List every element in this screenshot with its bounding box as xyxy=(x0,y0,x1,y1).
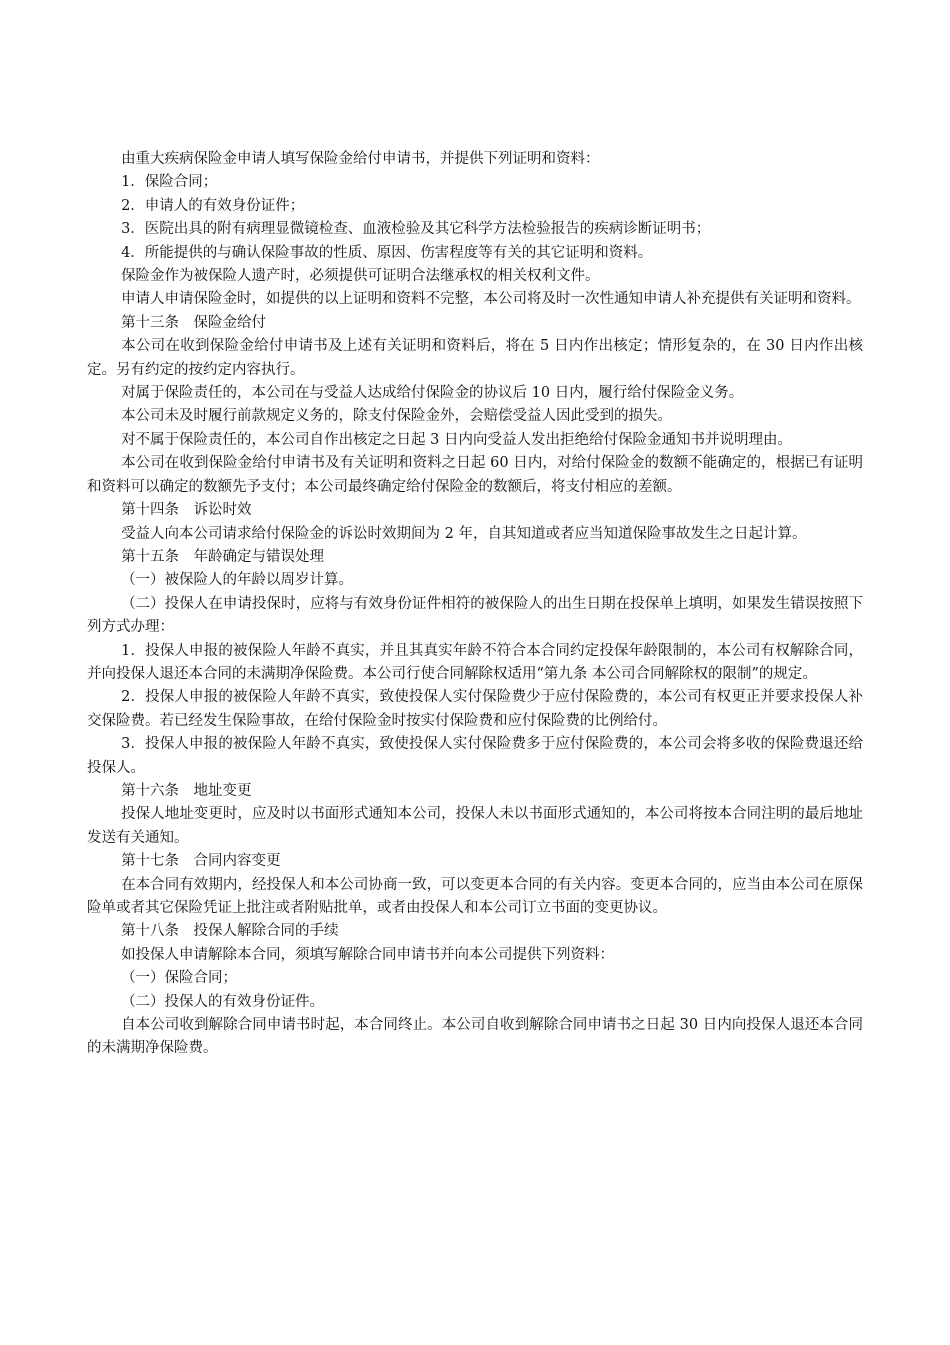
article-heading: 第十三条 保险金给付 xyxy=(121,314,267,331)
list-item: 3．医院出具的附有病理显微镜检查、血液检验及其它科学方法检验报告的疾病诊断证明书； xyxy=(121,221,711,238)
list-item: （一）被保险人的年龄以周岁计算。 xyxy=(121,572,354,589)
paragraph: 在本合同有效期内，经投保人和本公司协商一致，可以变更本合同的有关内容。变更本合同的，应当由本公司在原保险单或者其它保险凭证上批注或者附贴批单，或者由投保人和本公司订立书面的变更协议。 xyxy=(87,876,863,916)
list-item: 2．投保人申报的被保险人年龄不真实，致使投保人实付保险费少于应付保险费的，本公司有权更正并要求投保人补交保险费。若已经发生保险事故，在给付保险金时按实付保险费和应付保险费的比例给付。 xyxy=(87,689,863,729)
article-heading: 第十六条 地址变更 xyxy=(121,782,252,799)
list-item: （一）保险合同； xyxy=(121,970,238,987)
paragraph: 由重大疾病保险金申请人填写保险金给付申请书，并提供下列证明和资料： xyxy=(121,151,600,167)
document-body xyxy=(87,148,863,1061)
list-item: 1．投保人申报的被保险人年龄不真实，并且其真实年龄不符合本合同约定投保年龄限制的，本公司有权解除合同，并向投保人退还本合同的未满期净保险费。本公司行使合同解除权适用“第九条 本公司合同解除权的限制”的规定。 xyxy=(87,642,863,682)
list-item: 2．申请人的有效身份证件； xyxy=(121,197,305,214)
paragraph: 申请人申请保险金时，如提供的以上证明和资料不完整，本公司将及时一次性通知申请人补充提供有关证明和资料。 xyxy=(121,291,861,308)
paragraph: 受益人向本公司请求给付保险金的诉讼时效期间为 2 年，自其知道或者应当知道保险事故发生之日起计算。 xyxy=(121,525,807,542)
list-item: 4．所能提供的与确认保险事故的性质、原因、伤害程度等有关的其它证明和资料。 xyxy=(121,244,653,261)
list-item: （二）投保人的有效身份证件。 xyxy=(121,993,325,1010)
paragraph: 如投保人申请解除本合同，须填写解除合同申请书并向本公司提供下列资料： xyxy=(121,946,615,963)
paragraph: 对属于保险责任的，本公司在与受益人达成给付保险金的协议后 10 日内，履行给付保险金义务。 xyxy=(121,385,744,402)
article-heading: 第十八条 投保人解除合同的手续 xyxy=(121,923,339,940)
list-item: 1．保险合同； xyxy=(121,174,218,191)
paragraph: 保险金作为被保险人遗产时，必须提供可证明合法继承权的相关权利文件。 xyxy=(121,268,600,285)
paragraph: 本公司在收到保险金给付申请书及上述有关证明和资料后，将在 5 日内作出核定；情形复杂的，在 30 日内作出核定。另有约定的按约定内容执行。 xyxy=(87,338,863,378)
paragraph: 投保人地址变更时，应及时以书面形式通知本公司，投保人未以书面形式通知的，本公司将按本合同注明的最后地址发送有关通知。 xyxy=(87,806,863,846)
paragraph: 本公司在收到保险金给付申请书及有关证明和资料之日起 60 日内，对给付保险金的数额不能确定的，根据已有证明和资料可以确定的数额先予支付；本公司最终确定给付保险金的数额后，将支付相应的差额。 xyxy=(87,455,863,495)
article-heading: 第十五条 年龄确定与错误处理 xyxy=(121,548,325,565)
paragraph: 对不属于保险责任的，本公司自作出核定之日起 3 日内向受益人发出拒绝给付保险金通知书并说明理由。 xyxy=(121,431,793,448)
paragraph: 本公司未及时履行前款规定义务的，除支付保险金外，会赔偿受益人因此受到的损失。 xyxy=(121,408,673,425)
list-item: （二）投保人在申请投保时，应将与有效身份证件相符的被保险人的出生日期在投保单上填明，如果发生错误按照下列方式办理： xyxy=(87,595,863,636)
article-heading: 第十四条 诉讼时效 xyxy=(121,502,252,519)
article-heading: 第十七条 合同内容变更 xyxy=(121,853,281,870)
paragraph: 自本公司收到解除合同申请书时起，本合同终止。本公司自收到解除合同申请书之日起 30 日内向投保人退还本合同的未满期净保险费。 xyxy=(87,1017,863,1057)
list-item: 3．投保人申报的被保险人年龄不真实，致使投保人实付保险费多于应付保险费的，本公司会将多收的保险费退还给投保人。 xyxy=(87,736,863,776)
